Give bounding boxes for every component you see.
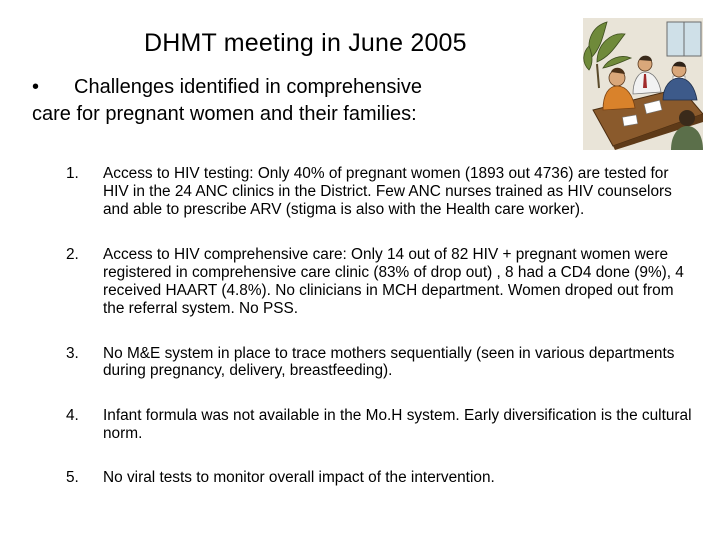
slide-title: DHMT meeting in June 2005 [144, 29, 467, 57]
item-number: 2. [66, 246, 79, 264]
list-item [66, 246, 696, 317]
bullet-heading [32, 76, 422, 99]
item-number: 1. [66, 165, 79, 182]
bullet-heading-line1: Challenges identified in comprehensive [74, 76, 422, 98]
bullet-symbol: • [32, 76, 40, 98]
list-item [66, 407, 696, 443]
meeting-clipart-icon [583, 18, 703, 150]
item-text: Access to HIV testing: Only 40% of pregnant women (1893 out 4736) are tested for HIV in the 24 ANC clinics in the District. Few ANC nurses trained as HIV counselors and able to prescribe ARV (stigma is also with the Health care worker). [103, 165, 672, 218]
item-number: 3. [66, 344, 79, 362]
item-text: No viral tests to monitor overall impact of the intervention. [103, 468, 495, 486]
item-text: Infant formula was not available in the Mo.H system. Early diversification is the cultural norm. [103, 407, 692, 442]
list-item [66, 165, 696, 218]
list-item [66, 469, 696, 487]
item-number: 5. [66, 468, 79, 486]
item-text: No M&E system in place to trace mothers sequentially (seen in various departments during pregnancy, delivery, breastfeeding). [103, 344, 675, 380]
list-item [66, 345, 696, 381]
item-text: Access to HIV comprehensive care: Only 14 out of 82 HIV + pregnant women were registered in comprehensive care clinic (83% of drop out) , 8 had a CD4 done (9%), 4 received HAART (4.8%). No clinicians in MCH department. Women droped out from the referral system. No PSS. [103, 246, 684, 317]
bullet-heading-line2: care for pregnant women and their families: [32, 103, 417, 125]
item-number: 4. [66, 407, 79, 425]
challenges-list [66, 165, 696, 487]
